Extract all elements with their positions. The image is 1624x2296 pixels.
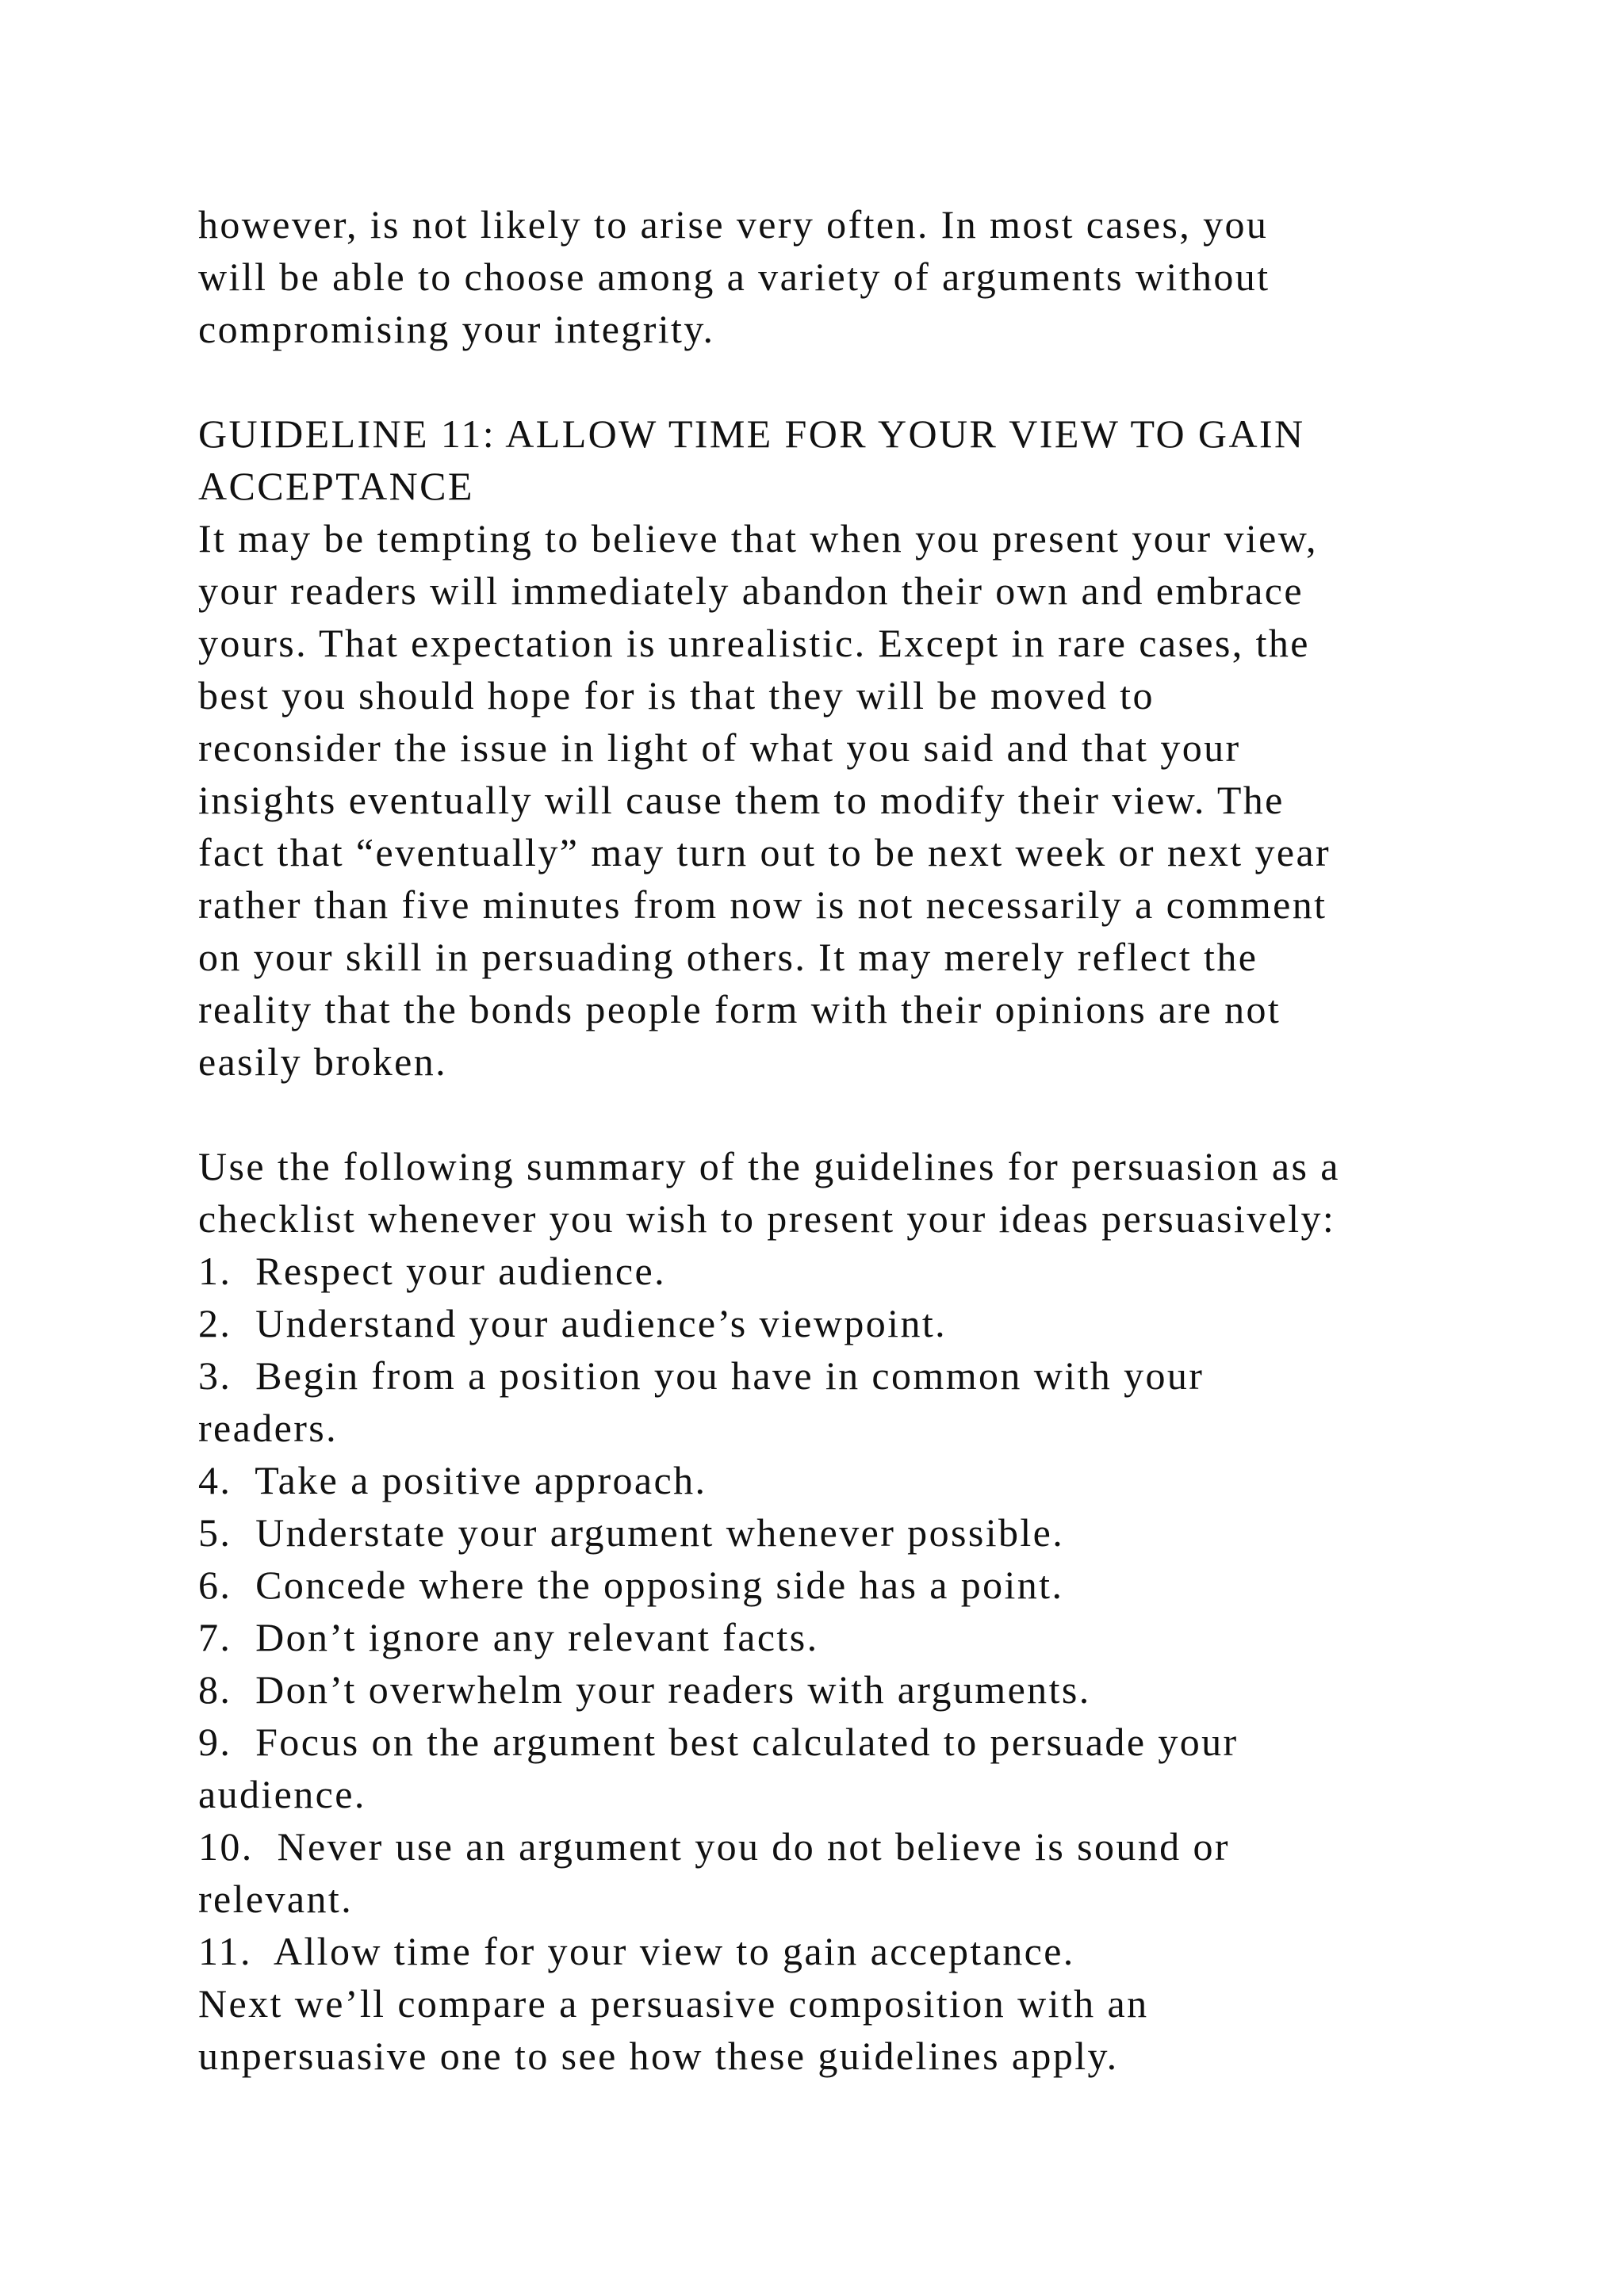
text-line: Use the following summary of the guidelines for persuasion as a	[198, 1144, 1340, 1188]
list-item-continuation: readers.	[198, 1406, 339, 1450]
text-line: easily broken.	[198, 1039, 448, 1084]
text-line: unpersuasive one to see how these guidelines apply.	[198, 2034, 1119, 2078]
text-line: checklist whenever you wish to present your ideas persuasively:	[198, 1196, 1336, 1241]
text-line: your readers will immediately abandon their own and embrace	[198, 568, 1304, 613]
text-line: reality that the bonds people form with their opinions are not	[198, 987, 1281, 1031]
list-item: 4. Take a positive approach.	[198, 1458, 707, 1502]
text-line: compromising your integrity.	[198, 307, 715, 351]
paragraph-gap	[198, 1088, 1546, 1140]
list-item-continuation: audience.	[198, 1772, 366, 1816]
text-line: Next we’ll compare a persuasive composition with an	[198, 1981, 1149, 2026]
list-item: 5. Understate your argument whenever possible.	[198, 1510, 1065, 1555]
text-line: on your skill in persuading others. It may merely reflect the	[198, 935, 1258, 979]
list-item: 8. Don’t overwhelm your readers with arguments.	[198, 1667, 1091, 1712]
list-item: 3. Begin from a position you have in common with your	[198, 1353, 1205, 1398]
paragraph-guideline-11	[198, 512, 1546, 1088]
guidelines-checklist	[198, 1245, 1546, 1977]
paragraph-continuation	[198, 198, 1546, 355]
text-line: insights eventually will cause them to modify their view. The	[198, 778, 1285, 822]
checklist-intro	[198, 1140, 1546, 1245]
text-line: It may be tempting to believe that when you present your view,	[198, 516, 1318, 561]
section-heading	[198, 408, 1546, 512]
list-item: 6. Concede where the opposing side has a point.	[198, 1563, 1064, 1607]
text-line: rather than five minutes from now is not necessarily a comment	[198, 882, 1327, 927]
text-line: fact that “eventually” may turn out to be next week or next year	[198, 830, 1331, 874]
text-line: however, is not likely to arise very often. In most cases, you	[198, 202, 1269, 247]
document-body	[198, 198, 1546, 2082]
list-item-continuation: relevant.	[198, 1877, 354, 1921]
paragraph-gap	[198, 355, 1546, 408]
list-item: 1. Respect your audience.	[198, 1249, 666, 1293]
list-item: 2. Understand your audience’s viewpoint.	[198, 1301, 948, 1345]
list-item: 7. Don’t ignore any relevant facts.	[198, 1615, 819, 1659]
heading-line: GUIDELINE 11: ALLOW TIME FOR YOUR VIEW TO GAIN	[198, 411, 1305, 456]
text-line: reconsider the issue in light of what you said and that your	[198, 725, 1241, 770]
list-item: 11. Allow time for your view to gain acceptance.	[198, 1929, 1075, 1973]
text-line: best you should hope for is that they will be moved to	[198, 673, 1155, 718]
text-line: yours. That expectation is unrealistic. Except in rare cases, the	[198, 621, 1310, 665]
list-item: 9. Focus on the argument best calculated to persuade your	[198, 1720, 1239, 1764]
text-line: will be able to choose among a variety of arguments without	[198, 254, 1270, 299]
list-item: 10. Never use an argument you do not believe is sound or	[198, 1824, 1230, 1869]
heading-line: ACCEPTANCE	[198, 464, 474, 508]
closing-paragraph	[198, 1977, 1546, 2082]
